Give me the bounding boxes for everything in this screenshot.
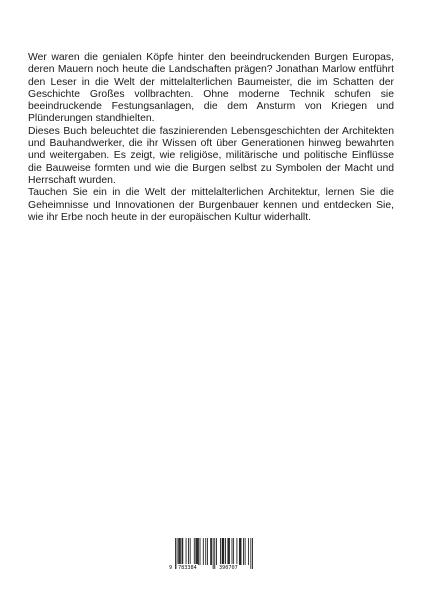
barcode-bar — [232, 538, 233, 565]
isbn-barcode — [168, 538, 257, 572]
barcode-bar — [203, 538, 204, 565]
barcode-bar — [248, 538, 249, 565]
isbn-number — [168, 564, 257, 572]
barcode-bar — [198, 538, 199, 565]
barcode-bar — [205, 538, 206, 565]
book-blurb — [28, 52, 394, 224]
barcode-bar — [216, 538, 217, 565]
barcode-bar — [233, 538, 234, 565]
barcode-bar — [225, 538, 226, 565]
barcode-bar — [210, 538, 211, 565]
barcode-bar — [222, 538, 223, 565]
blurb-paragraph-2: Dieses Buch beleuchtet die faszinierenden Lebensgeschichten der Architekten und Bauhandwerker, die ihr Wissen oft über Generationen hinweg bewahrten und weitergaben. Es zeigt, wie religiöse, militärische und politische Einflüsse die Bauweise formten und wie die Burgen selbst zu Symbolen der Macht und Herrschaft wurden. — [28, 125, 394, 186]
barcode-bar — [182, 538, 183, 565]
barcode-bar — [197, 538, 198, 565]
barcode-bar — [239, 538, 240, 565]
barcode-bar — [207, 538, 208, 565]
barcode-bar — [182, 538, 183, 565]
barcode-bar — [196, 538, 197, 565]
barcode-bar — [229, 538, 230, 565]
barcode-bar — [223, 538, 224, 565]
barcode-bar — [200, 538, 201, 565]
blurb-paragraph-3: Tauchen Sie ein in die Welt der mittelalterlichen Architektur, lernen Sie die Geheimnisse und Innovationen der Burgenbauer kennen und entdecken Sie, wie ihr Erbe noch heute in der europäischen Kultur widerhallt. — [28, 187, 394, 223]
barcode-bar — [243, 538, 244, 565]
isbn-right-group: 390707 — [219, 565, 238, 571]
barcode-bar — [188, 538, 189, 565]
blurb-paragraph-1: Wer waren die genialen Köpfe hinter den beeindruckenden Burgen Europas, deren Mauern noch heute die Landschaften prägen? Jonathan Marlow entführt den Leser in die Welt der mittelalterlichen Baumeister, die im Schatten der Geschichte Großes vollbrachten. Ohne moderne Technik schufen sie beeindruckende Festungsanlagen, die dem Ansturm von Kriegen und Plünderungen standhielten. — [28, 52, 394, 125]
barcode-bar — [196, 538, 197, 565]
barcode-bar — [178, 538, 179, 565]
isbn-left-group: 783384 — [178, 565, 197, 571]
barcode-bar — [228, 538, 229, 565]
barcode-bar — [180, 538, 181, 565]
barcode-bar — [194, 538, 195, 565]
barcode-bar — [220, 538, 221, 565]
barcode-bar — [241, 538, 242, 565]
barcode-bar — [237, 538, 238, 565]
barcode-bar — [223, 538, 224, 565]
barcode-bar — [240, 538, 241, 565]
isbn-first-digit: 9 — [169, 565, 173, 571]
barcode-bar — [211, 538, 212, 565]
barcode-bar — [227, 538, 228, 565]
barcode-bar — [186, 538, 187, 565]
barcode-bar — [190, 538, 191, 565]
barcode-bar — [179, 538, 180, 565]
barcode-bar — [245, 538, 246, 565]
